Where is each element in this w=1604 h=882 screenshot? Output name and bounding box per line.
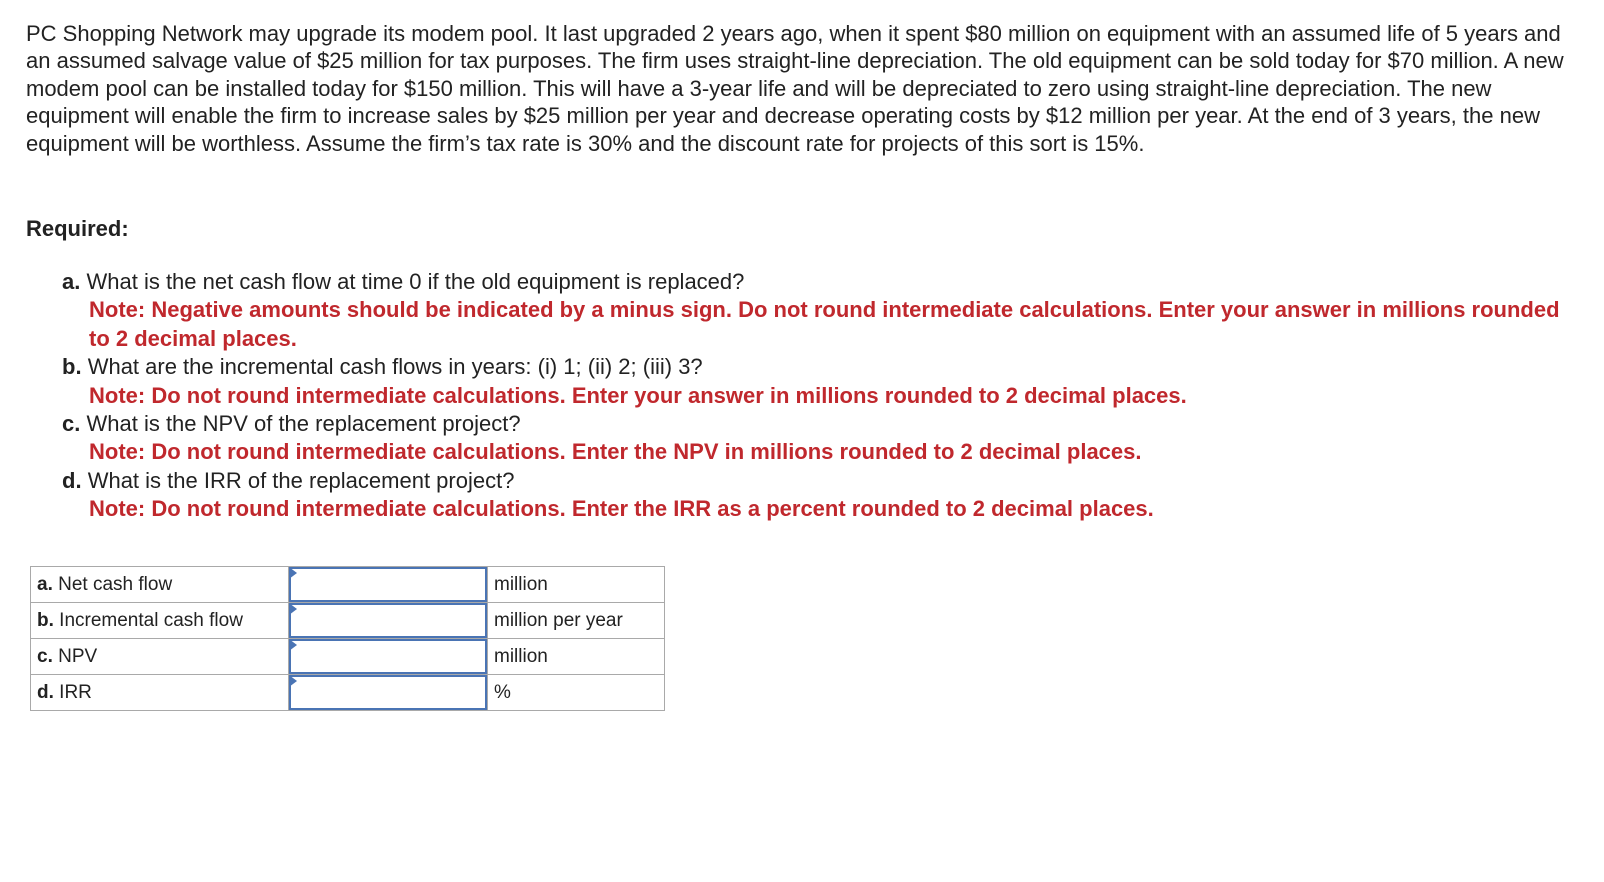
required-heading: Required: — [26, 216, 129, 241]
answer-letter: c. — [37, 645, 53, 667]
question-letter: b. — [62, 354, 82, 380]
problem-statement: PC Shopping Network may upgrade its modem pool. It last upgraded 2 years ago, when it spent $80 million on equipment with an assumed life of 5 years and an assumed salvage value of $25 million for tax purposes. The firm uses straight-line depreciation. The old equipment can be sold today for $70 million. A new modem pool can be installed today for $150 million. This will have a 3-year life and will be depreciated to zero using straight-line depreciation. The new equipment will enable the firm to increase sales by $25 million per year and decrease operating costs by $12 million per year. At the end of 3 years, the new equipment will be worthless. Assume the firm’s tax rate is 30% and the discount rate for projects of this sort is 15%. — [26, 21, 1564, 156]
answer-row-incremental-cash-flow — [31, 603, 665, 639]
question-letter: a. — [62, 269, 81, 294]
incremental-cash-flow-input[interactable] — [289, 603, 487, 638]
question-text: What is the net cash flow at time 0 if the old equipment is replaced? — [86, 269, 745, 294]
question-note: Note: Do not round intermediate calculations. Enter your answer in millions rounded to 2 decimal places. — [89, 382, 1187, 408]
answer-label — [31, 675, 289, 711]
question-note: Note: Do not round intermediate calculations. Enter the IRR as a percent rounded to 2 decimal places. — [89, 496, 1154, 522]
irr-input[interactable] — [289, 675, 487, 710]
answer-unit: % — [488, 675, 665, 711]
question-d — [62, 467, 1572, 524]
answer-row-irr — [31, 675, 665, 711]
answer-input-cell — [289, 603, 488, 639]
question-c — [62, 410, 1572, 467]
question-text: What is the NPV of the replacement project? — [86, 411, 521, 437]
answer-label-text: Incremental cash flow — [59, 609, 243, 631]
answer-input-cell — [289, 675, 488, 711]
net-cash-flow-input[interactable] — [289, 567, 487, 602]
answer-row-npv — [31, 639, 665, 675]
answer-label — [31, 603, 289, 639]
answer-unit: million — [488, 639, 665, 675]
answer-letter: b. — [37, 609, 54, 631]
answer-label-text: IRR — [59, 681, 92, 703]
question-a — [62, 268, 1572, 353]
answer-letter: a. — [37, 573, 53, 595]
question-letter: d. — [62, 467, 82, 493]
answer-table — [30, 566, 665, 711]
input-marker-icon — [289, 567, 297, 579]
answer-label — [31, 567, 289, 603]
question-text: What is the IRR of the replacement project? — [87, 467, 515, 493]
answer-unit: million — [488, 567, 665, 603]
question-text: What are the incremental cash flows in years: (i) 1; (ii) 2; (iii) 3? — [87, 354, 703, 380]
answer-input-cell — [289, 567, 488, 603]
answer-row-net-cash-flow — [31, 567, 665, 603]
answer-letter: d. — [37, 681, 54, 703]
npv-input[interactable] — [289, 639, 487, 674]
answer-label — [31, 639, 289, 675]
answer-label-text: Net cash flow — [58, 573, 173, 595]
question-note: Note: Negative amounts should be indicated by a minus sign. Do not round intermediate calculations. Enter your answer in millions rounded to 2 decimal places. — [89, 297, 1560, 351]
answer-label-text: NPV — [58, 645, 98, 667]
answer-input-cell — [289, 639, 488, 675]
input-marker-icon — [289, 675, 297, 687]
input-marker-icon — [289, 639, 297, 651]
answer-unit: million per year — [488, 603, 665, 639]
question-list — [62, 268, 1572, 524]
question-b — [62, 353, 1572, 410]
input-marker-icon — [289, 603, 297, 615]
question-letter: c. — [62, 411, 81, 437]
question-note: Note: Do not round intermediate calculations. Enter the NPV in millions rounded to 2 decimal places. — [89, 439, 1142, 465]
